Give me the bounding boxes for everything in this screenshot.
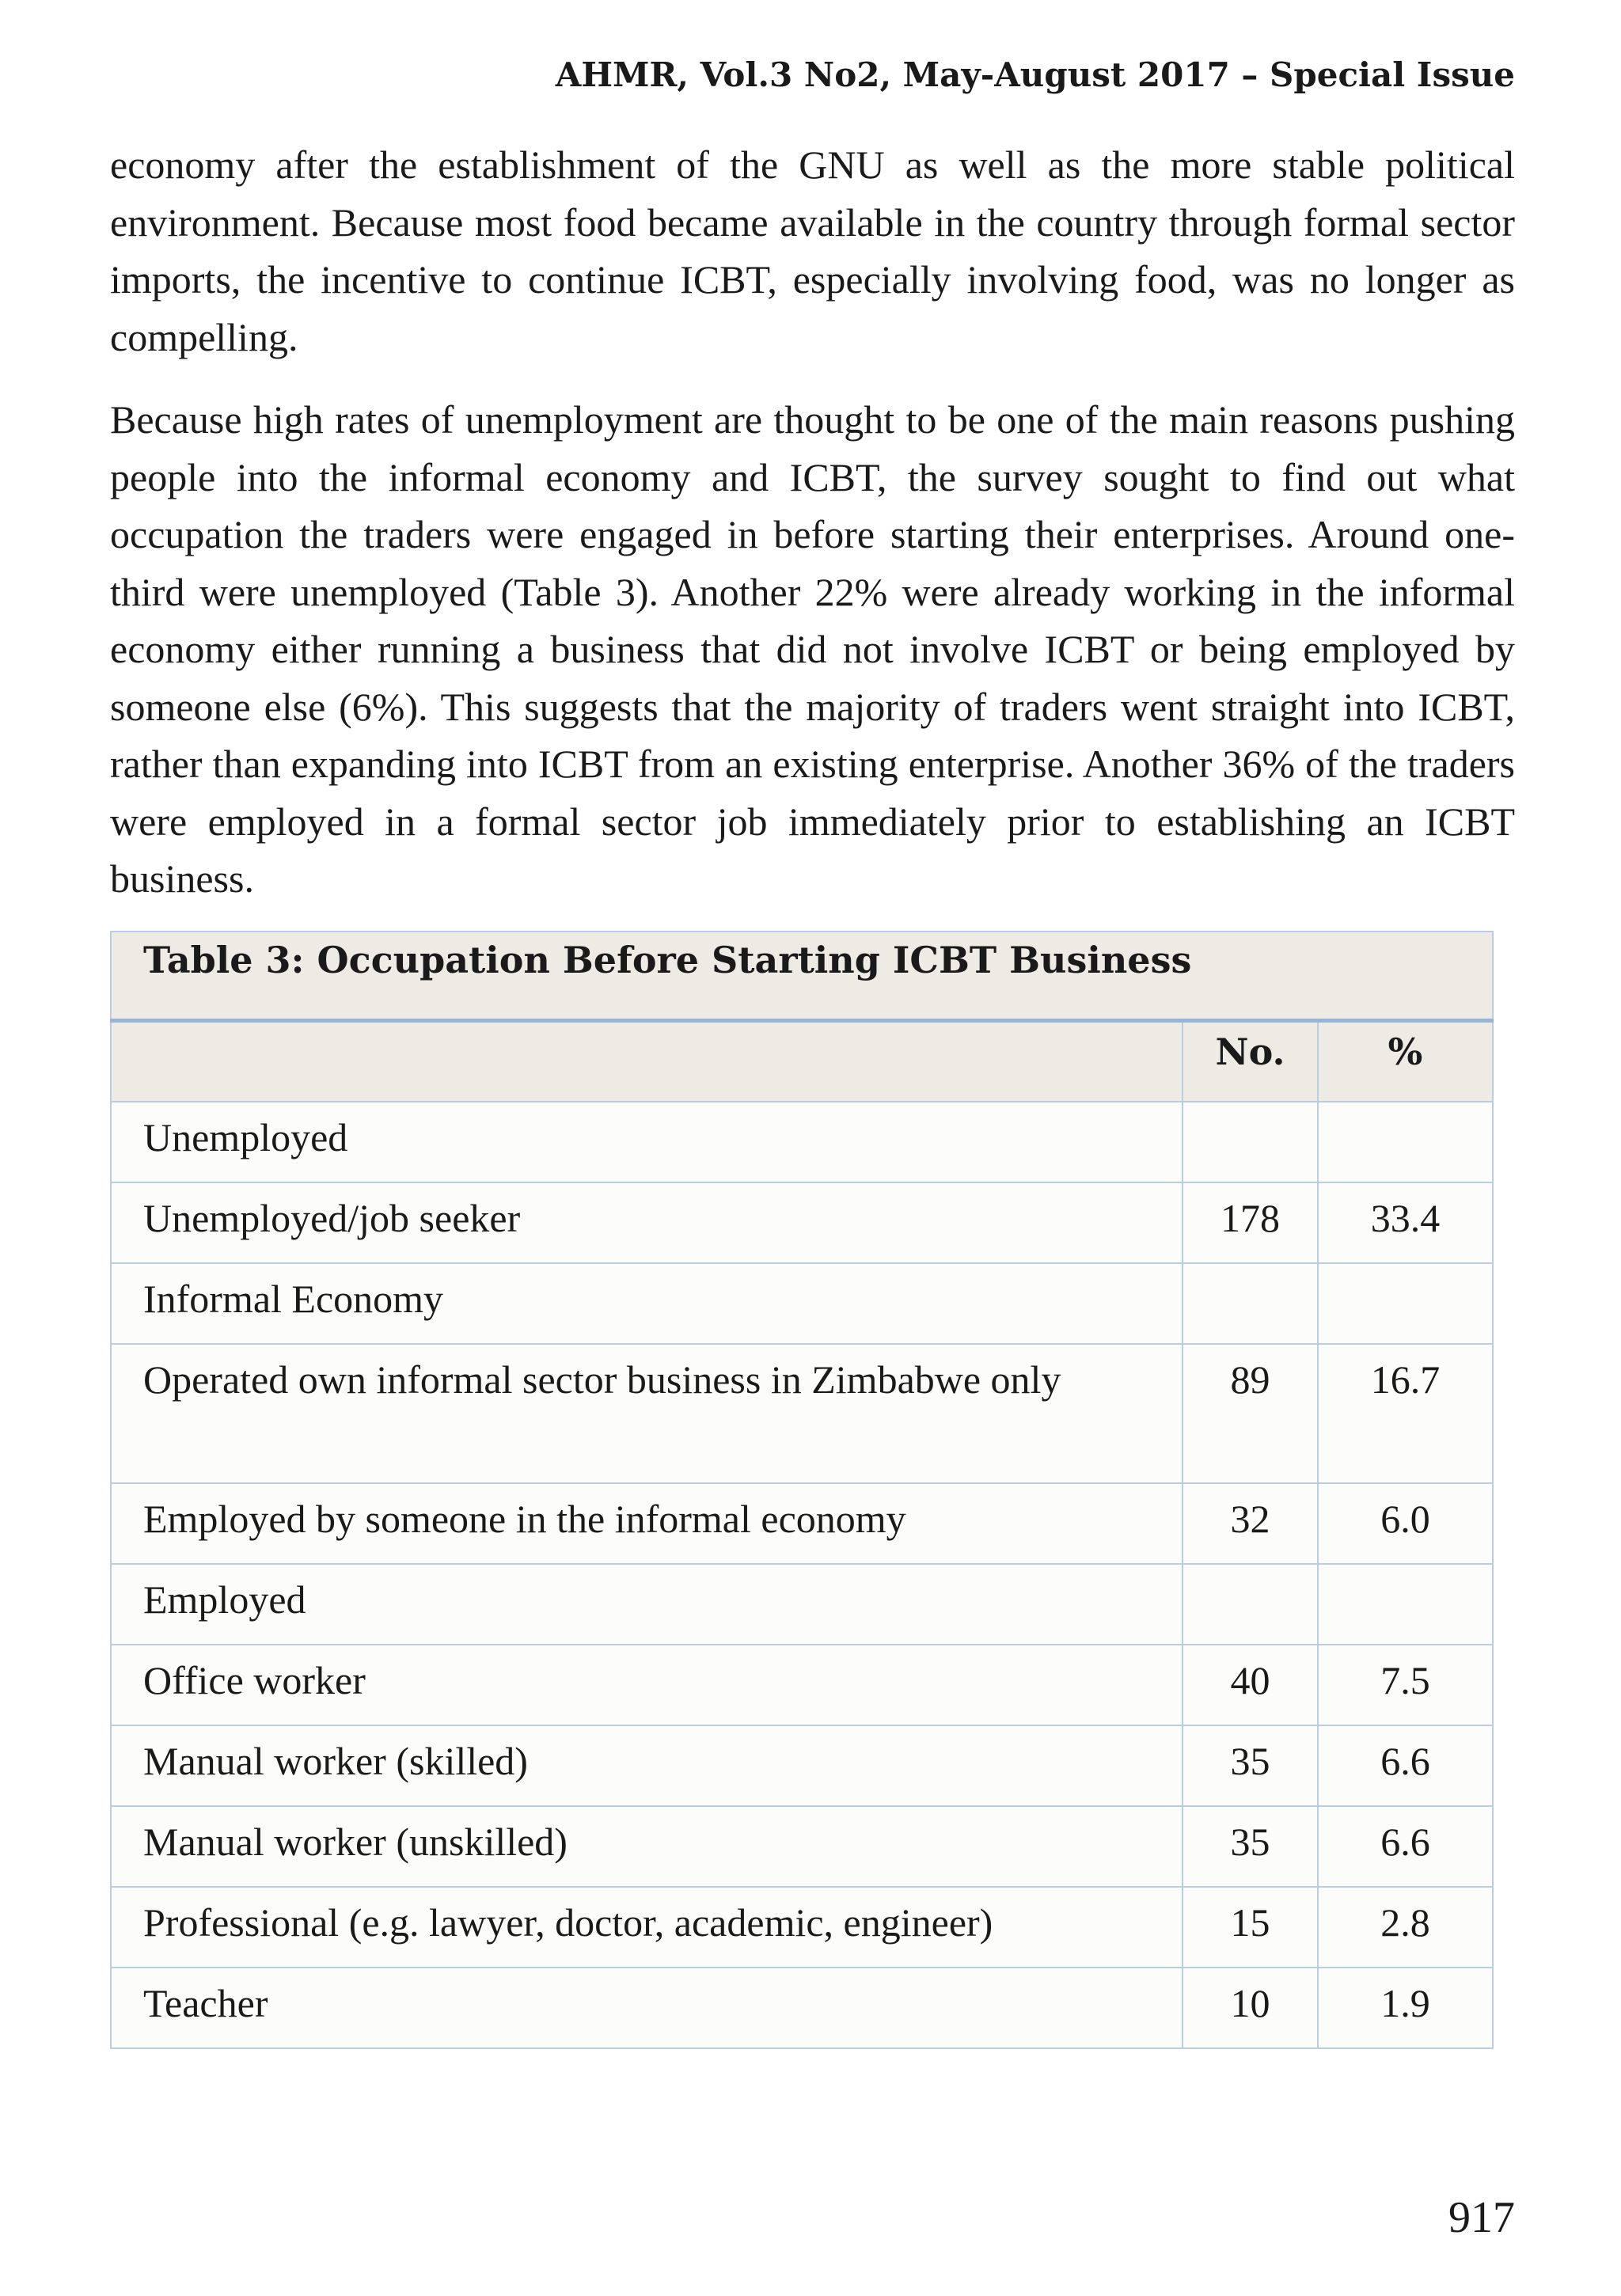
table-row [111,1344,1493,1483]
row-label: Office worker [111,1645,1183,1725]
table-body [111,1102,1493,2048]
column-header-percent: % [1318,1021,1493,1102]
row-label: Manual worker (unskilled) [111,1806,1183,1887]
row-percent [1318,1102,1493,1182]
running-header: AHMR, Vol.3 No2, May-August 2017 – Special Issue [555,55,1515,94]
column-header-label [111,1021,1183,1102]
table-row [111,1263,1493,1344]
row-count: 89 [1183,1344,1318,1483]
row-label: Unemployed/job seeker [111,1182,1183,1263]
row-label: Manual worker (skilled) [111,1725,1183,1806]
row-label: Employed [111,1564,1183,1645]
row-count: 15 [1183,1887,1318,1968]
row-count: 35 [1183,1806,1318,1887]
row-count: 35 [1183,1725,1318,1806]
page-number: 917 [1448,2193,1515,2242]
row-percent: 33.4 [1318,1182,1493,1263]
table-row [111,1483,1493,1564]
row-percent: 1.9 [1318,1968,1493,2048]
occupation-table [110,931,1494,2049]
row-percent: 6.0 [1318,1483,1493,1564]
row-count: 32 [1183,1483,1318,1564]
row-label: Operated own informal sector business in Zimbabwe only [111,1344,1183,1483]
row-count: 40 [1183,1645,1318,1725]
row-label: Teacher [111,1968,1183,2048]
row-percent: 6.6 [1318,1725,1493,1806]
column-header-count: No. [1183,1021,1318,1102]
table-caption: Table 3: Occupation Before Starting ICBT Business [111,932,1493,1021]
table-row [111,1102,1493,1182]
row-label: Professional (e.g. lawyer, doctor, academic, engineer) [111,1887,1183,1968]
row-percent: 6.6 [1318,1806,1493,1887]
table-row [111,1806,1493,1887]
body-paragraph: economy after the establishment of the GNU as well as the more stable political environment. Because most food became available in the country through formal sector imports, the incentive to continue ICBT, especially involving food, was no longer as compelling. [110,142,1515,359]
row-count: 10 [1183,1968,1318,2048]
table-row [111,1887,1493,1968]
row-label: Employed by someone in the informal economy [111,1483,1183,1564]
occupation-table-container [110,931,1492,2049]
table-row [111,1725,1493,1806]
row-count: 178 [1183,1182,1318,1263]
row-label: Unemployed [111,1102,1183,1182]
row-percent [1318,1564,1493,1645]
table-row [111,1968,1493,2048]
row-percent [1318,1263,1493,1344]
row-label: Informal Economy [111,1263,1183,1344]
table-row [111,1564,1493,1645]
table-row [111,1645,1493,1725]
row-percent: 7.5 [1318,1645,1493,1725]
row-count [1183,1263,1318,1344]
table-row [111,1182,1493,1263]
body-paragraph: Because high rates of unemployment are thought to be one of the main reasons pushing people into the informal economy and ICBT, the survey sought to find out what occupation the traders were engaged in before starting their enterprises. Around one-third were unemployed (Table 3). Another 22% were already working in the informal economy either running a business that did not involve ICBT or being employed by someone else (6%). This suggests that the majority of traders went straight into ICBT, rather than expanding into ICBT from an existing enterprise. Another 36% of the traders were employed in a formal sector job immediately prior to establishing an ICBT business. [110,397,1515,901]
row-percent: 16.7 [1318,1344,1493,1483]
row-count [1183,1564,1318,1645]
row-count [1183,1102,1318,1182]
row-percent: 2.8 [1318,1887,1493,1968]
